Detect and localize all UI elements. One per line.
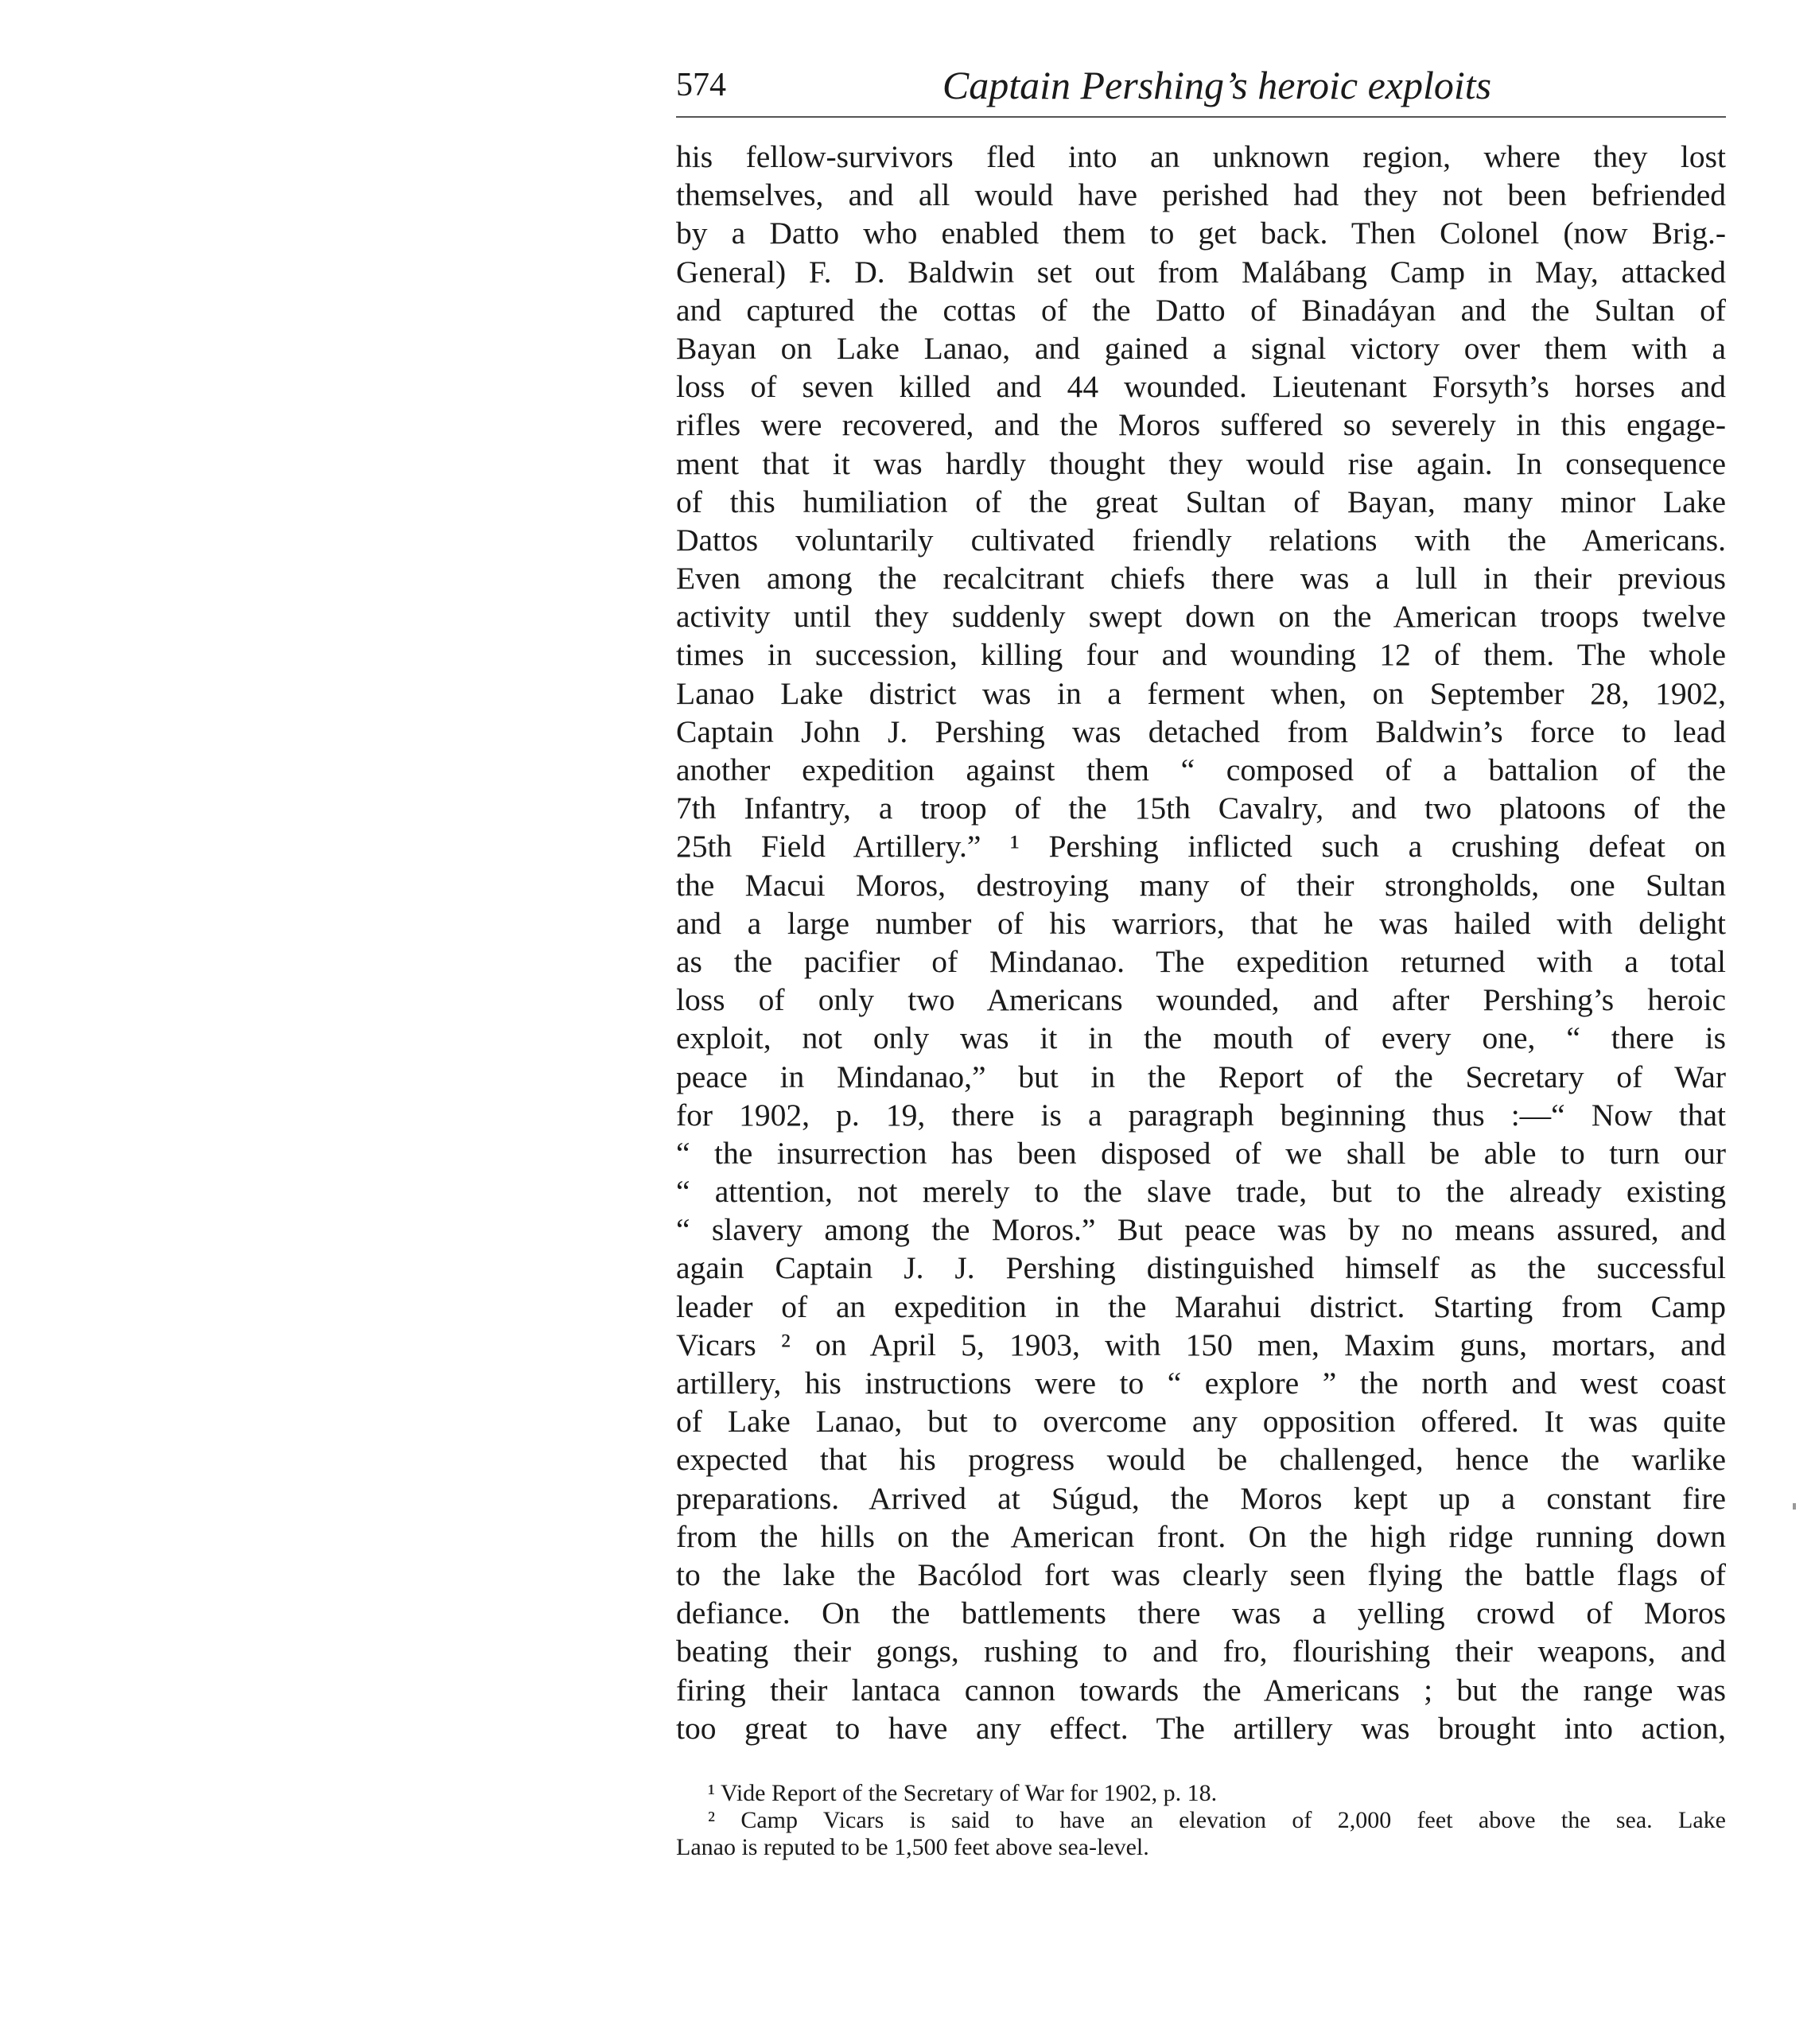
text-line: to the lake the Bacólod fort was clearly seen flying the battle flags of: [676, 1556, 1726, 1592]
footnotes: [676, 1780, 1726, 1861]
text-line: loss of seven killed and 44 wounded. Lieutenant Forsyth’s horses and: [676, 369, 1726, 405]
text-line: Lanao Lake district was in a ferment when, on September 28, 1902,: [676, 675, 1726, 711]
text-line: activity until they suddenly swept down on the American troops twelve: [676, 599, 1726, 635]
text-line: “ slavery among the Moros.” But peace was by no means assured, and: [676, 1212, 1726, 1248]
text-line: the Macui Moros, destroying many of their strongholds, one Sultan: [676, 867, 1726, 903]
text-line: 25th Field Artillery.” ¹ Pershing inflicted such a crushing defeat on: [676, 829, 1726, 865]
text-line: ment that it was hardly thought they would rise again. In consequence: [676, 445, 1726, 481]
text-line: loss of only two Americans wounded, and after Pershing’s heroic: [676, 982, 1726, 1018]
text-line: and a large number of his warriors, that he was hailed with delight: [676, 905, 1726, 941]
footnote-2-continued: Lanao is reputed to be 1,500 feet above sea-level.: [676, 1834, 1149, 1860]
body-text: [676, 138, 1726, 1747]
text-line: rifles were recovered, and the Moros suffered so severely in this engage-: [676, 407, 1726, 443]
text-line: firing their lantaca cannon towards the Americans ; but the range was: [676, 1672, 1726, 1708]
text-line: peace in Mindanao,” but in the Report of the Secretary of War: [676, 1059, 1726, 1094]
footnote-1: ¹ Vide Report of the Secretary of War for 1902, p. 18.: [708, 1780, 1218, 1806]
text-line: 7th Infantry, a troop of the 15th Cavalry, and two platoons of the: [676, 791, 1726, 826]
text-line: artillery, his instructions were to “ explore ” the north and west coast: [676, 1366, 1726, 1401]
text-line: and captured the cottas of the Datto of Binadáyan and the Sultan of: [676, 292, 1726, 328]
text-line: by a Datto who enabled them to get back. Then Colonel (now Brig.-: [676, 216, 1726, 251]
text-line: too great to have any effect. The artillery was brought into action,: [676, 1710, 1726, 1746]
text-line: “ attention, not merely to the slave trade, but to the already existing: [676, 1174, 1726, 1210]
text-line: “ the insurrection has been disposed of we shall be able to turn our: [676, 1135, 1726, 1171]
text-line: another expedition against them “ composed of a battalion of the: [676, 752, 1726, 787]
text-line: as the pacifier of Mindanao. The expedition returned with a total: [676, 943, 1726, 979]
text-line: again Captain J. J. Pershing distinguished himself as the successful: [676, 1250, 1726, 1286]
page-header: [676, 57, 1726, 113]
text-line: expected that his progress would be challenged, hence the warlike: [676, 1442, 1726, 1478]
text-line: leader of an expedition in the Marahui district. Starting from Camp: [676, 1288, 1726, 1324]
header-rule: [676, 116, 1726, 118]
margin-mark: [1793, 1503, 1796, 1510]
text-line: Dattos voluntarily cultivated friendly relations with the Americans.: [676, 522, 1726, 558]
text-line: Vicars ² on April 5, 1903, with 150 men, Maxim guns, mortars, and: [676, 1327, 1726, 1362]
text-line: beating their gongs, rushing to and fro, flourishing their weapons, and: [676, 1634, 1726, 1669]
footnote-2: ² Camp Vicars is said to have an elevation of 2,000 feet above the sea. Lake: [708, 1807, 1726, 1833]
text-line: his fellow-survivors fled into an unknown region, where they lost: [676, 139, 1726, 174]
page-number: 574: [676, 67, 726, 103]
running-title: Captain Pershing’s heroic exploits: [942, 63, 1492, 107]
text-line: of Lake Lanao, but to overcome any opposition offered. It was quite: [676, 1404, 1726, 1440]
text-line: defiance. On the battlements there was a yelling crowd of Moros: [676, 1595, 1726, 1631]
text-line: from the hills on the American front. On the high ridge running down: [676, 1518, 1726, 1554]
text-line: for 1902, p. 19, there is a paragraph beginning thus :—“ Now that: [676, 1097, 1726, 1133]
text-line: exploit, not only was it in the mouth of every one, “ there is: [676, 1020, 1726, 1056]
text-line: of this humiliation of the great Sultan of Bayan, many minor Lake: [676, 484, 1726, 519]
text-line: themselves, and all would have perished had they not been befriended: [676, 177, 1726, 213]
text-line: Even among the recalcitrant chiefs there was a lull in their previous: [676, 561, 1726, 596]
text-line: times in succession, killing four and wounding 12 of them. The whole: [676, 637, 1726, 673]
text-line: Bayan on Lake Lanao, and gained a signal victory over them with a: [676, 330, 1726, 366]
text-line: Captain John J. Pershing was detached from Baldwin’s force to lead: [676, 713, 1726, 749]
text-line: General) F. D. Baldwin set out from Malábang Camp in May, attacked: [676, 254, 1726, 290]
text-line: preparations. Arrived at Súgud, the Moros kept up a constant fire: [676, 1480, 1726, 1516]
